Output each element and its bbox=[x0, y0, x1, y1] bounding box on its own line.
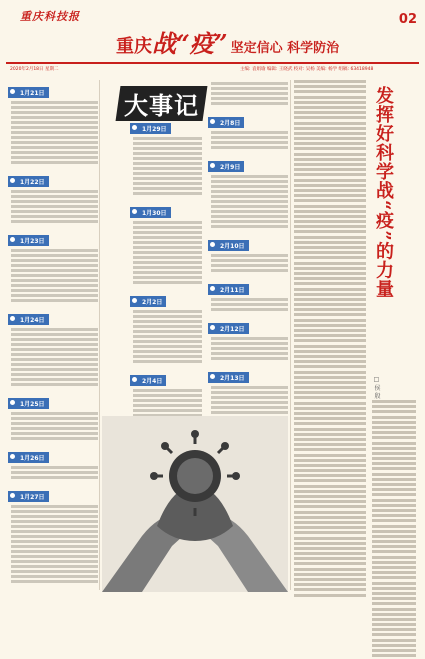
timeline-entry bbox=[208, 365, 288, 414]
timeline-entry bbox=[208, 277, 288, 311]
timeline-entry bbox=[130, 289, 202, 363]
date-tag: 1月24日 bbox=[8, 314, 49, 325]
article-title-text: 发挥好科学战“疫”的力量 bbox=[373, 86, 394, 299]
section-title: 大事记 bbox=[116, 86, 208, 121]
date-tag: 1月23日 bbox=[8, 235, 49, 246]
article-byline: □ 侯 殷 bbox=[373, 376, 380, 399]
timeline-entry bbox=[130, 116, 202, 195]
headline-prefix: 重庆 bbox=[116, 36, 152, 57]
timeline-entry bbox=[8, 169, 98, 223]
headline-slogan: 坚定信心 科学防治 bbox=[230, 41, 340, 56]
date-tag: 1月21日 bbox=[8, 87, 49, 98]
date-tag: 2月12日 bbox=[208, 323, 249, 334]
illustration-hands-shield bbox=[102, 416, 288, 592]
issue-date: 2020年2月18日 星期二 bbox=[10, 67, 59, 72]
date-tag: 1月30日 bbox=[130, 207, 171, 218]
timeline-entry bbox=[208, 110, 288, 149]
date-tag: 2月9日 bbox=[208, 161, 244, 172]
illustration-graphic bbox=[102, 416, 288, 592]
column-divider bbox=[290, 80, 291, 590]
column-divider bbox=[99, 80, 100, 590]
masthead bbox=[6, 4, 419, 62]
timeline-entry bbox=[8, 307, 98, 386]
date-tag: 2月4日 bbox=[130, 375, 166, 386]
date-tag: 1月26日 bbox=[8, 452, 49, 463]
page-number: 02 bbox=[398, 12, 417, 27]
timeline-left-column bbox=[8, 80, 98, 590]
header-rule bbox=[6, 62, 419, 64]
page-headline bbox=[116, 24, 339, 59]
article-body bbox=[294, 80, 366, 599]
date-tag: 1月27日 bbox=[8, 491, 49, 502]
date-tag: 2月2日 bbox=[130, 296, 166, 307]
timeline-entry bbox=[8, 445, 98, 479]
timeline-entry bbox=[208, 154, 288, 228]
timeline-entry bbox=[208, 233, 288, 272]
newspaper-brand: 重庆科技报 bbox=[20, 10, 80, 23]
timeline-entry bbox=[8, 228, 98, 302]
date-tag: 1月25日 bbox=[8, 398, 49, 409]
article-body-continued bbox=[372, 400, 416, 659]
date-tag: 1月22日 bbox=[8, 176, 49, 187]
headline-stylized: 战“疫” bbox=[152, 29, 228, 58]
timeline-entry bbox=[130, 200, 202, 284]
date-tag: 1月29日 bbox=[130, 123, 171, 134]
date-tag: 2月11日 bbox=[208, 284, 249, 295]
article-title bbox=[372, 86, 416, 299]
date-tag: 2月8日 bbox=[208, 117, 244, 128]
timeline-entry bbox=[208, 82, 288, 105]
timeline-entry bbox=[208, 316, 288, 360]
date-tag: 2月13日 bbox=[208, 372, 249, 383]
timeline-entry bbox=[8, 484, 98, 583]
opinion-article bbox=[294, 80, 419, 592]
timeline-entry bbox=[8, 80, 98, 164]
date-tag: 2月10日 bbox=[208, 240, 249, 251]
timeline-entry bbox=[8, 391, 98, 440]
editor-credits: 主编: 袁娟瑜 编辑: 王晓武 校对: 吴杨 美编: 杨学 组稿: 63418948 bbox=[240, 67, 374, 72]
